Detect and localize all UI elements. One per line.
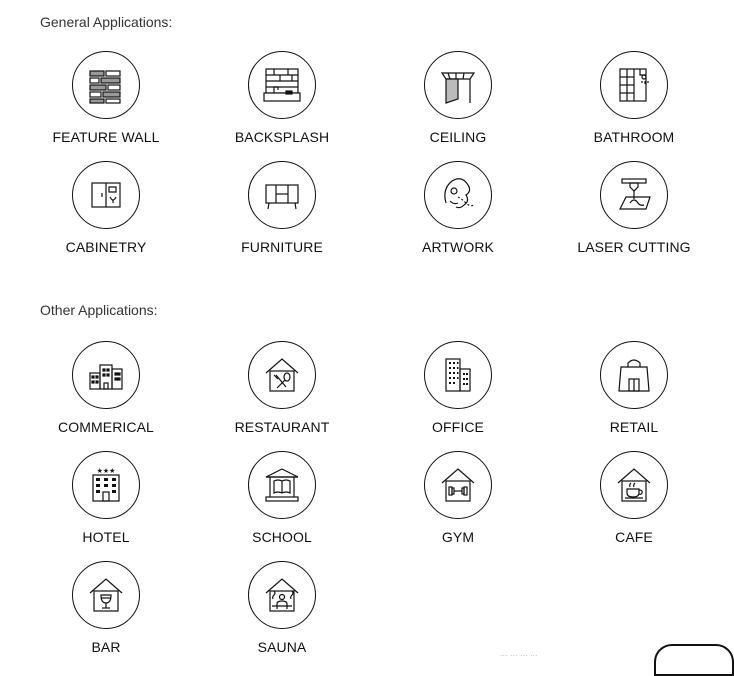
- app-label: OFFICE: [432, 419, 484, 435]
- hotel-icon: [72, 451, 140, 519]
- app-label: FURNITURE: [241, 239, 323, 255]
- bathroom-icon: [600, 51, 668, 119]
- feature-wall-icon: [72, 51, 140, 119]
- app-office[interactable]: [383, 341, 533, 435]
- app-gym[interactable]: [383, 451, 533, 545]
- app-label: FEATURE WALL: [52, 129, 160, 145]
- chat-widget-tab[interactable]: [654, 644, 734, 676]
- app-label: RESTAURANT: [234, 419, 330, 435]
- app-label: CABINETRY: [65, 239, 147, 255]
- sauna-icon: [248, 561, 316, 629]
- app-label: SAUNA: [257, 639, 307, 655]
- faded-footer-text: ... ... ... ...: [500, 648, 538, 658]
- app-label: CAFE: [615, 529, 653, 545]
- app-furniture[interactable]: [207, 161, 357, 255]
- app-feature-wall[interactable]: [31, 51, 181, 145]
- app-label: RETAIL: [609, 419, 659, 435]
- other-applications-heading: Other Applications:: [40, 302, 158, 318]
- cabinetry-icon: [72, 161, 140, 229]
- restaurant-icon: [248, 341, 316, 409]
- app-label: BATHROOM: [593, 129, 675, 145]
- app-label: COMMERICAL: [58, 419, 154, 435]
- app-cafe[interactable]: [559, 451, 709, 545]
- bar-icon: [72, 561, 140, 629]
- general-applications-heading: General Applications:: [40, 14, 173, 30]
- app-restaurant[interactable]: [207, 341, 357, 435]
- artwork-icon: [424, 161, 492, 229]
- ceiling-icon: [424, 51, 492, 119]
- app-ceiling[interactable]: [383, 51, 533, 145]
- app-label: BAR: [91, 639, 121, 655]
- svg-text:★★★: ★★★: [96, 467, 116, 475]
- app-label: LASER CUTTING: [577, 239, 691, 255]
- app-commercial[interactable]: [31, 341, 181, 435]
- cafe-icon: [600, 451, 668, 519]
- app-artwork[interactable]: [383, 161, 533, 255]
- retail-icon: [600, 341, 668, 409]
- app-laser-cutting[interactable]: [559, 161, 709, 255]
- app-backsplash[interactable]: [207, 51, 357, 145]
- app-label: BACKSPLASH: [234, 129, 330, 145]
- gym-icon: [424, 451, 492, 519]
- app-label: GYM: [441, 529, 475, 545]
- app-bathroom[interactable]: [559, 51, 709, 145]
- app-cabinetry[interactable]: [31, 161, 181, 255]
- furniture-icon: [248, 161, 316, 229]
- app-label: ARTWORK: [422, 239, 494, 255]
- app-school[interactable]: [207, 451, 357, 545]
- commercial-icon: [72, 341, 140, 409]
- app-label: SCHOOL: [252, 529, 312, 545]
- app-bar[interactable]: [31, 561, 181, 655]
- app-sauna[interactable]: [207, 561, 357, 655]
- laser-cutting-icon: [600, 161, 668, 229]
- app-hotel[interactable]: [31, 451, 181, 545]
- school-icon: [248, 451, 316, 519]
- app-retail[interactable]: [559, 341, 709, 435]
- office-icon: [424, 341, 492, 409]
- app-label: HOTEL: [82, 529, 130, 545]
- app-label: CEILING: [429, 129, 487, 145]
- backsplash-icon: [248, 51, 316, 119]
